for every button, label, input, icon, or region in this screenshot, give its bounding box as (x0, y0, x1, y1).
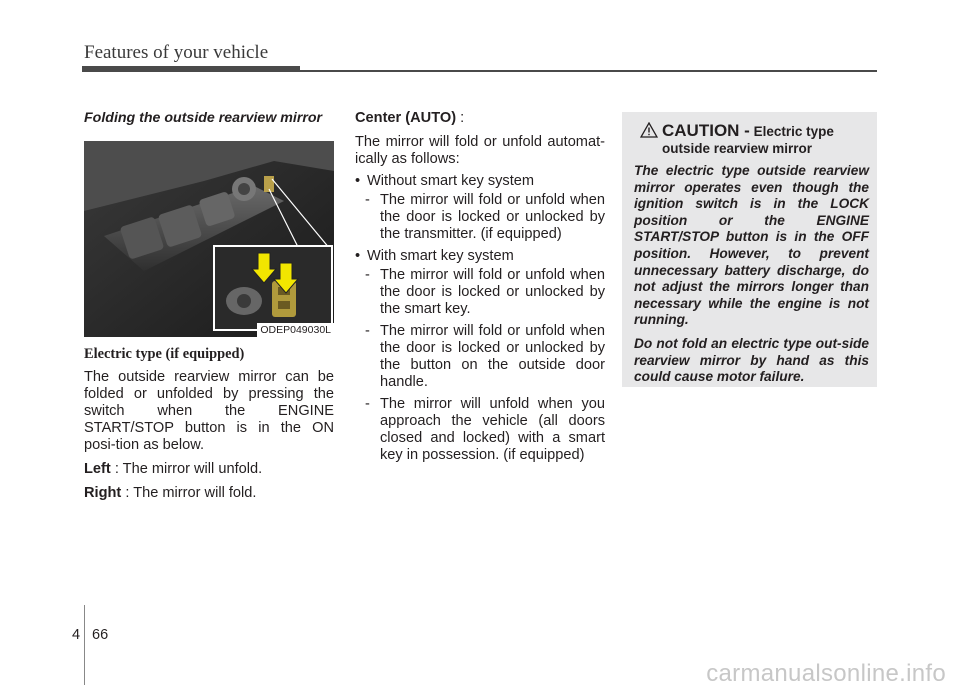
dash-mark: - (365, 192, 370, 208)
figure-code: ODEP049030L (257, 323, 334, 337)
center-colon: : (456, 110, 465, 126)
caution-paragraph-1: The electric type outside rearview mirror operates even though the ignition switch is in the LOCK position or the ENGINE START/STOP button is in the OFF position. However, to prevent unnecessary battery discharge, do not adjust the mirrors longer than necessary while the engine is not running. (634, 163, 869, 328)
sub-text: The mirror will fold or unfold when the door is locked or unlocked by the button on the outside door handle. (380, 323, 605, 390)
caution-box (622, 112, 877, 387)
electric-type-paragraph: The outside rearview mirror can be folded or unfolded by pressing the switch when the ENGINE START/STOP button is in the ON posi-tion as below. (84, 369, 334, 453)
dash-mark: - (365, 396, 370, 412)
mirror-switch-photo (84, 141, 334, 337)
caution-title: CAUTION - (662, 121, 750, 140)
left-setting (84, 461, 334, 478)
left-text: : The mirror will unfold. (110, 461, 263, 477)
right-setting (84, 485, 334, 502)
sub-text: The mirror will unfold when you approach the vehicle (all doors closed and locked) with a smart key in possession. (if equipped) (380, 396, 605, 463)
bullet-without-smart-key: • Without smart key system (355, 173, 605, 190)
middle-column (355, 110, 605, 469)
list-item (355, 192, 605, 243)
sub-text: The mirror will fold or unfold when the door is locked or unlocked by the transmitter. (if equipped) (380, 192, 605, 242)
auto-intro: The mirror will fold or unfold automat-ically as follows: (355, 134, 605, 167)
left-column (84, 110, 334, 509)
list-item (355, 267, 605, 318)
page-header-title: Features of your vehicle (84, 42, 269, 63)
right-text: : The mirror will fold. (121, 485, 257, 501)
chapter-number: 4 (72, 627, 81, 643)
door-panel-image (84, 141, 334, 337)
header-bar (82, 66, 300, 72)
section-title: Folding the outside rearview mirror (84, 110, 323, 126)
center-label: Center (AUTO) (355, 110, 457, 126)
dash-mark: - (365, 323, 370, 339)
warning-icon (640, 122, 658, 141)
center-setting (355, 110, 605, 127)
watermark: carmanualsonline.info (706, 660, 946, 687)
caution-heading (634, 122, 869, 140)
caution-paragraph-2: Do not fold an electric type out-side rearview mirror by hand as this could cause motor failure. (634, 335, 869, 385)
sub-text: The mirror will fold or unfold when the door is locked or unlocked by the smart key. (380, 267, 605, 317)
right-label: Right (84, 485, 122, 501)
electric-type-heading: Electric type (if equipped) (84, 346, 245, 362)
list-item (355, 323, 605, 391)
footer-divider (84, 605, 85, 685)
caution-title-sub: Electric type (749, 124, 834, 139)
left-label: Left (84, 461, 111, 477)
caution-title-line2: outside rearview mirror (662, 141, 813, 156)
bullet-with-smart-key: • With smart key system (355, 248, 605, 265)
dash-mark: - (365, 267, 370, 283)
header-rule (300, 70, 877, 72)
list-item (355, 396, 605, 464)
page-number: 66 (92, 627, 109, 643)
